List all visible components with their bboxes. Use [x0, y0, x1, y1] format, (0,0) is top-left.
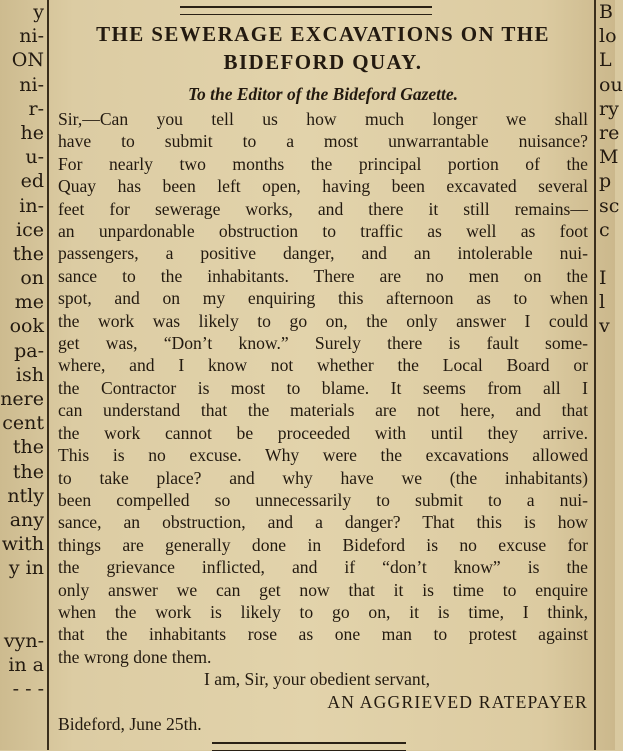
- letter-body-line: where, and I know not whether the Local Board or: [58, 355, 588, 376]
- right-column-fragment: [597, 242, 615, 266]
- letter-body-line: when the work is likely to go on, it is time, I think,: [58, 601, 588, 622]
- left-column-fragment: the: [12, 460, 44, 483]
- bottom-double-rule: [212, 742, 406, 751]
- headline-line-1: THE SEWERAGE EXCAVATIONS ON THE: [96, 22, 550, 46]
- right-column-fragment: [597, 411, 615, 435]
- right-column-fragment: l: [599, 291, 606, 314]
- left-column-fragment: vyn-: [3, 629, 44, 652]
- right-column-fragment: [597, 653, 615, 677]
- left-column-fragment: he: [20, 121, 44, 144]
- letter-body-line: passengers, a positive danger, and an intolerable nui-: [58, 243, 588, 264]
- letter-body-line: can understand that the materials are not here, and that: [58, 400, 588, 421]
- right-column-fragment: lo: [599, 25, 617, 48]
- right-column-fragment: B: [599, 1, 613, 23]
- letter-body-line: sance, an obstruction, and a danger? That this is how: [58, 512, 588, 533]
- left-column-fragment: with: [1, 533, 44, 556]
- letter-body-line: spot, and on my enquiring this afternoon as to when: [58, 288, 588, 309]
- left-column-fragment: r-: [28, 97, 44, 120]
- right-column-fragment: sc: [599, 194, 620, 217]
- letter-body-line: the work was likely to go on, the only answer I could: [58, 310, 588, 331]
- right-column-fragment: [597, 387, 615, 411]
- letter-body-line: the wrong done them.: [58, 646, 212, 667]
- dateline: Bideford, June 25th.: [58, 713, 202, 734]
- left-column-fragments: [0, 0, 46, 750]
- letter-body-line: that the inhabitants rose as one man to protest against: [58, 624, 588, 645]
- right-column-fragment: [597, 581, 615, 605]
- letter-body-line: sance to the inhabitants. There are no men on the: [58, 265, 588, 286]
- headline-line-2: BIDEFORD QUAY.: [223, 50, 423, 74]
- signoff-block: [58, 668, 588, 735]
- right-column-fragment: [597, 339, 615, 363]
- right-column-fragment: [597, 484, 615, 508]
- left-column-fragment: ook: [9, 315, 44, 338]
- letter-body-line: things are generally done in Bideford is no excuse for: [58, 534, 588, 555]
- right-column-fragments: [597, 0, 623, 750]
- letter-body-line: This is no excuse. Why were the excavations allowed: [58, 445, 588, 466]
- letter-body-line: to take place? and why have we (the inhabitants): [58, 467, 588, 488]
- left-column-fragment: y in: [8, 557, 44, 580]
- left-column-fragment: on: [20, 267, 44, 290]
- right-column-fragment: M: [599, 146, 619, 169]
- left-column-fragment: y: [33, 1, 44, 23]
- letter-body-line: feet for sewerage works, and there it still remains—: [58, 198, 588, 219]
- letter-body-line: have to submit to a most unwarrantable nuisance?: [58, 131, 588, 152]
- subheading: To the Editor of the Bideford Gazette.: [187, 84, 459, 104]
- letter-body-line: For nearly two months the principal portion of the: [58, 153, 588, 174]
- letter-body-line: Quay has been left open, having been excavated several: [58, 176, 588, 197]
- right-column-fragment: [597, 363, 615, 387]
- right-column-fragment: [597, 605, 615, 629]
- left-column-fragment: [0, 605, 46, 629]
- letter-body-line: get was, “Don’t know.” Surely there is fault some-: [58, 333, 588, 354]
- right-column-fragment: p: [599, 170, 612, 193]
- letter-body-line: an unpardonable obstruction to traffic as well as foot: [58, 221, 588, 242]
- right-column-fragment: L: [599, 49, 612, 72]
- headline: [58, 20, 588, 76]
- left-column-fragment: pa-: [14, 339, 44, 362]
- signature: AN AGGRIEVED RATEPAYER: [327, 691, 588, 712]
- right-column-fragment: ou: [599, 73, 623, 96]
- right-column-fragment: [597, 435, 615, 459]
- left-column-fragment: in-: [19, 194, 44, 217]
- left-column-fragment: cent: [2, 412, 44, 435]
- letter-body-line: Sir,—Can you tell us how much longer we shall: [58, 109, 588, 129]
- left-column-fragment: u-: [25, 146, 44, 169]
- right-column-fragment: re: [599, 121, 620, 144]
- left-column-fragment: ON: [11, 49, 44, 72]
- letter-article: [58, 20, 588, 735]
- left-column-fragment: me: [14, 291, 44, 314]
- right-column-fragment: [597, 532, 615, 556]
- right-column-fragment: v: [599, 315, 610, 338]
- letter-body-line: the Contractor is most to blame. It seems from all I: [58, 377, 588, 398]
- left-column-fragment: ice: [16, 218, 44, 241]
- right-column-fragment: [597, 556, 615, 580]
- letter-body-line: the grievance inflicted, and if “don’t know” is the: [58, 557, 588, 578]
- left-column-fragment: in a: [8, 654, 44, 677]
- letter-body-line: been compelled so unnecessarily to submit to a nui-: [58, 489, 588, 510]
- right-column-fragment: ry: [599, 97, 619, 120]
- letter-body-line: only answer we can get now that it is time to enquire: [58, 579, 588, 600]
- letter-body: [58, 108, 588, 668]
- right-column-fragment: I: [599, 267, 607, 290]
- left-column-fragment: ed: [20, 170, 44, 193]
- left-column-fragment: any: [9, 508, 44, 531]
- left-column-fragment: ni-: [19, 25, 44, 48]
- letter-body-line: the work cannot be proceeded with until they arrive.: [58, 422, 588, 443]
- left-column-fragment: [0, 581, 46, 605]
- column-rule-right: [594, 0, 596, 750]
- right-column-fragment: c: [599, 218, 610, 241]
- right-column-fragment: [597, 508, 615, 532]
- closing-line: I am, Sir, your obedient servant,: [204, 669, 431, 690]
- top-double-rule: [180, 6, 432, 15]
- left-column-fragment: ni-: [19, 73, 44, 96]
- left-column-fragment: ntly: [7, 484, 44, 507]
- right-column-fragment: [597, 460, 615, 484]
- column-rule-left: [47, 0, 49, 750]
- left-column-fragment: - - -: [12, 678, 44, 701]
- left-column-fragment: ish: [15, 363, 44, 386]
- right-column-fragment: [597, 677, 615, 701]
- left-column-fragment: the: [12, 242, 44, 265]
- left-column-fragment: the: [12, 436, 44, 459]
- left-column-fragment: nere: [0, 388, 44, 410]
- right-column-fragment: [597, 629, 615, 653]
